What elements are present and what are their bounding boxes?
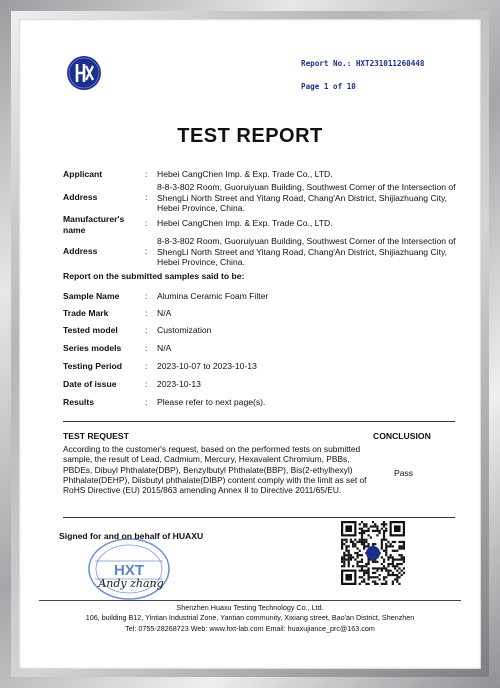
page-indicator: Page 1 of 10 xyxy=(301,82,356,91)
field-label: Manufacturer's name xyxy=(63,214,125,235)
stamp-text: HXT xyxy=(114,562,144,579)
field-label: Address xyxy=(63,192,98,202)
footer-contact: Tel: 0755-28268723 Web: www.hxt-lab.com Email: huaxujiance_prc@163.com xyxy=(125,624,375,633)
field-value: 8-8-3-802 Room, Guoruiyuan Building, Southwest Corner of the Intersection of ShengLi North Street and Yitang Road, Chang'An District, Shijiazhuang City, Hebei Province, China. xyxy=(157,236,456,267)
field-label: Tested model xyxy=(63,325,118,335)
signed-label: Signed for and on behalf of HUAXU xyxy=(59,531,204,541)
report-number: Report No.: HXT231011260448 xyxy=(301,59,425,68)
company-stamp-icon xyxy=(81,533,177,605)
footer-company: Shenzhen Huaxu Testing Technology Co., Ltd. xyxy=(176,603,324,612)
field-label: Series models xyxy=(63,343,122,353)
field-label: Sample Name xyxy=(63,291,120,301)
field-label: Applicant xyxy=(63,169,103,179)
field-value: Please refer to next page(s). xyxy=(157,397,266,407)
signer-signature: Andy zhang xyxy=(98,577,164,590)
hxt-logo-icon xyxy=(66,55,102,91)
field-value: Hebei CangChen Imp. & Exp. Trade Co., LTD. xyxy=(157,169,333,179)
field-label: Testing Period xyxy=(63,361,123,371)
samples-heading: Report on the submitted samples said to be: xyxy=(63,271,245,281)
field-value: 2023-10-13 xyxy=(157,379,201,389)
footer-address: 106, building B12, Yintian Industrial Zone, Yantian community, Xixiang street, Bao'an District, Shenzhen xyxy=(85,613,415,622)
field-label: Results xyxy=(63,397,95,407)
test-request-text: According to the customer's request, based on the performed tests on submitted sample, the result of Lead, Cadmium, Mercury, Hexavalent Chromium, PBBs, PBDEs, Dibuyl Phthalate(DBP), Benzylbutyl Phthalate(BBP), Bis(2-ethylhexyl) Phthalate(DEHP), Diisbutyl phthalate(DIBP) content comply with the limit as set of RoHS Directive (EU) 2015/863 amending Annex II to Directive 2011/65/EU. xyxy=(63,444,367,496)
field-value: N/A xyxy=(157,308,172,318)
field-label: Date of issue xyxy=(63,379,117,389)
field-value: Alumina Ceramic Foam Filter xyxy=(157,291,269,301)
field-value: Customization xyxy=(157,325,212,335)
page-title: TEST REPORT xyxy=(177,125,323,147)
divider xyxy=(63,517,455,518)
conclusion-value: Pass xyxy=(394,468,414,478)
test-request-heading: TEST REQUEST xyxy=(63,431,129,441)
field-label: Trade Mark xyxy=(63,308,109,318)
document-page: Report No.: HXT231011260448 Page 1 of 10 TEST REPORT Applicant : Hebei CangChen Imp. & Exp. Trade Co., LTD. Address : 8-8-3-802 Room, Guoruiyuan Building, Southwest Corner of the Intersection of ShengLi North Street and Yitang Road, Chang'An District, Shijiazhuang City, Hebei Province, China. Manufacturer's name : Hebei CangChen Imp. & Exp. Trade Co., LTD. Address : 8-8-3-802 Room, Guoruiyuan Building, Southwest Corner of the Intersection of ShengLi North Street and Yitang Road, Chang'An District, Shijiazhuang City, Hebei Province, China. Report on the submitted samples said to be: Sample Name : Alumina Ceramic Foam Filter Trade Mark : N/A Tested model : Customization Series models : N/A Testing Period : 2023-10-07 to 2023-10-13 Date of issue : 2023-10-13 Results : Please refer to next page(s). TEST REQUEST CONCLUSION According to the customer's request, based on the performed tests on submitted sample, the result of Lead, Cadmium, Mercury, Hexavalent Chromium, PBBs, PBDEs, Dibuyl Phthalate(DBP), Benzylbutyl Phthalate(BBP), Bis(2-ethylhexyl) Phthalate(DEHP), Diisbutyl phthalate(DIBP) content comply with the limit as set of RoHS Directive (EU) 2015/863 amending Annex II to Directive 2011/65/EU. Pass Signed for and on behalf of HUAXU HXT Andy zhang Shenzhen Huaxu Testing Technology Co., Ltd. 106, building B12, Yintian Industrial Zone, Yantian community, Xixiang street, Bao'an District, Shenzhen Tel: 0755-28268723 Web: www.hxt-lab.com Email: huaxujiance_prc@163.com xyxy=(19,19,481,669)
divider xyxy=(63,421,455,422)
field-label: Address xyxy=(63,246,98,256)
field-value: 8-8-3-802 Room, Guoruiyuan Building, Southwest Corner of the Intersection of ShengLi North Street and Yitang Road, Chang'An District, Shijiazhuang City, Hebei Province, China. xyxy=(157,182,456,213)
qr-code-icon xyxy=(341,521,405,585)
field-value: Hebei CangChen Imp. & Exp. Trade Co., LTD. xyxy=(157,218,333,228)
footer-divider xyxy=(39,600,461,601)
conclusion-heading: CONCLUSION xyxy=(373,431,431,441)
field-value: N/A xyxy=(157,343,172,353)
field-value: 2023-10-07 to 2023-10-13 xyxy=(157,361,257,371)
